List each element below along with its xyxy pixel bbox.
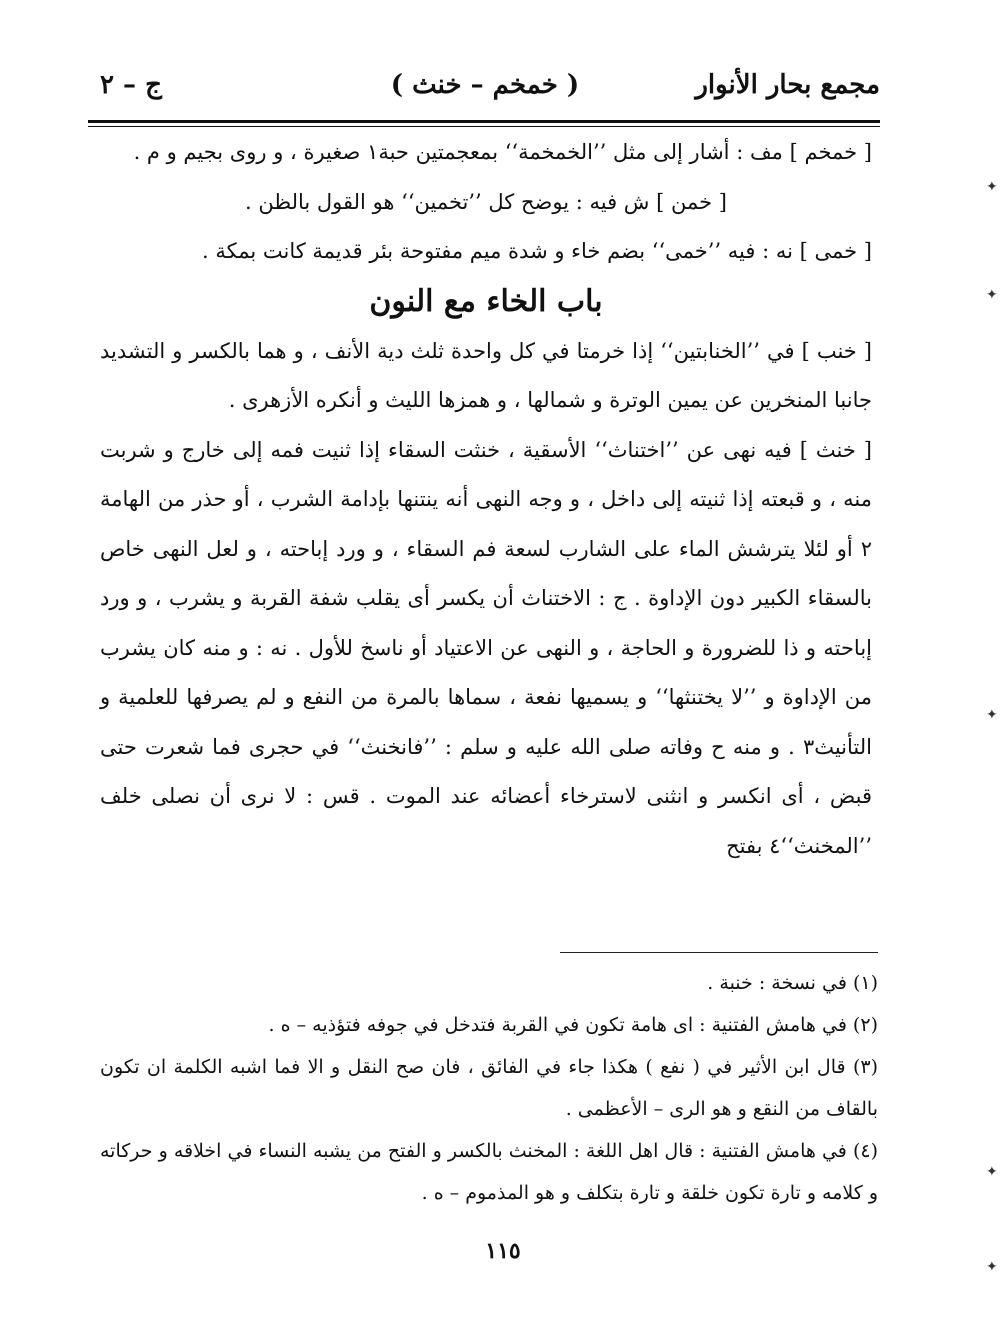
margin-mark: ✦: [986, 1259, 998, 1275]
margin-mark: ✦: [986, 179, 998, 195]
running-header: [90, 70, 880, 114]
margin-mark: ✦: [986, 287, 998, 303]
entry-khanath: [ خنث ] فيه نهى عن ’’اختناث‘‘ الأسقية ، خنثت السقاء إذا ثنيت فمه إلى خارج و شربت منه ، و قبعته إذا ثنيته إلى داخل ، و وجه النهى أنه ينتنها بإدامة الشرب ، أو حذر من الهامة ٢ أو لئلا يترشش الماء على الشارب لسعة فم السقاء ، و ورد إباحته ، و لعل النهى خاص بالسقاء الكبير دون الإداوة . ج : الاختناث أن يكسر أى يقلب شفة القربة و يشرب ، و ورد إباحته و ذا للضرورة و الحاجة ، و النهى عن الاعتياد أو ناسخ للأول . نه : و منه كان يشرب من الإداوة و ’’لا يختنثها‘‘ و يسميها نفعة ، سماها بالمرة من النفع و لم يصرفها للعلمية و التأنيث٣ . و منه ح وفاته صلى الله عليه و سلم : ’’فانخنث‘‘ في حجرى فما شعرت حتى قبض ، أى انكسر و انثنى لاسترخاء أعضائه عند الموت . قس : لا نرى أن نصلى خلف ’’المخنث‘‘٤ بفتح: [100, 437, 872, 858]
margin-mark: ✦: [986, 707, 998, 723]
book-title: مجمع بحار الأنوار: [695, 70, 880, 100]
entry-khamn: [ خمن ] ش فيه : يوضح كل ’’تخمين‘‘ هو القول بالظن .: [245, 189, 727, 214]
margin-mark: ✦: [986, 1164, 998, 1180]
footnote-4: (٤) في هامش الفتنية : قال اهل اللغة : المخنث بالكسر و الفتح من يشبه النساء في اخلاقه و حركاته و كلامه و تارة تكون خلقة و تارة بتكلف و هو المذموم – ه .: [100, 1140, 878, 1204]
header-rule-thick: [88, 120, 880, 123]
entry-range: ( خمخم – خنث ): [390, 70, 580, 100]
entry-khamma: [ خمى ] نه : فيه ’’خمى‘‘ بضم خاء و شدة ميم مفتوحة بئر قديمة كانت بمكة .: [202, 239, 872, 263]
section-heading: باب الخاء مع النون: [369, 283, 603, 319]
footnote-1: (١) في نسخة : خنبة .: [707, 972, 878, 994]
header-rule-thin: [88, 126, 880, 127]
main-text: [100, 128, 872, 871]
footnotes: [100, 962, 878, 1214]
entry-khanab: [ خنب ] في ’’الخنابتين‘‘ إذا خرمتا في كل واحدة ثلث دية الأنف ، و هما بالكسر و التشديد جانبا المنخرين عن يمين الوترة و شمالها ، و همزها الليث و أنكره الأزهرى .: [100, 338, 872, 412]
entry-khamkham: [ خمخم ] مف : أشار إلى مثل ’’الخمخمة‘‘ بمعجمتين حبة١ صغيرة ، و روى بجيم و م .: [133, 140, 872, 164]
footnote-2: (٢) في هامش الفتنية : اى هامة تكون في القربة فتدخل في جوفه فتؤذيه – ه .: [268, 1014, 878, 1036]
page-number: ١١٥: [485, 1238, 521, 1264]
volume-label: ج – ٢: [100, 70, 162, 100]
footnote-rule: [560, 952, 878, 953]
footnote-3: (٣) قال ابن الأثير في ( نفع ) هكذا جاء في الفائق ، فان صح النقل و الا فما اشبه الكلمة ان تكون بالقاف من النقع و هو الرى – الأعظمى .: [100, 1056, 878, 1120]
